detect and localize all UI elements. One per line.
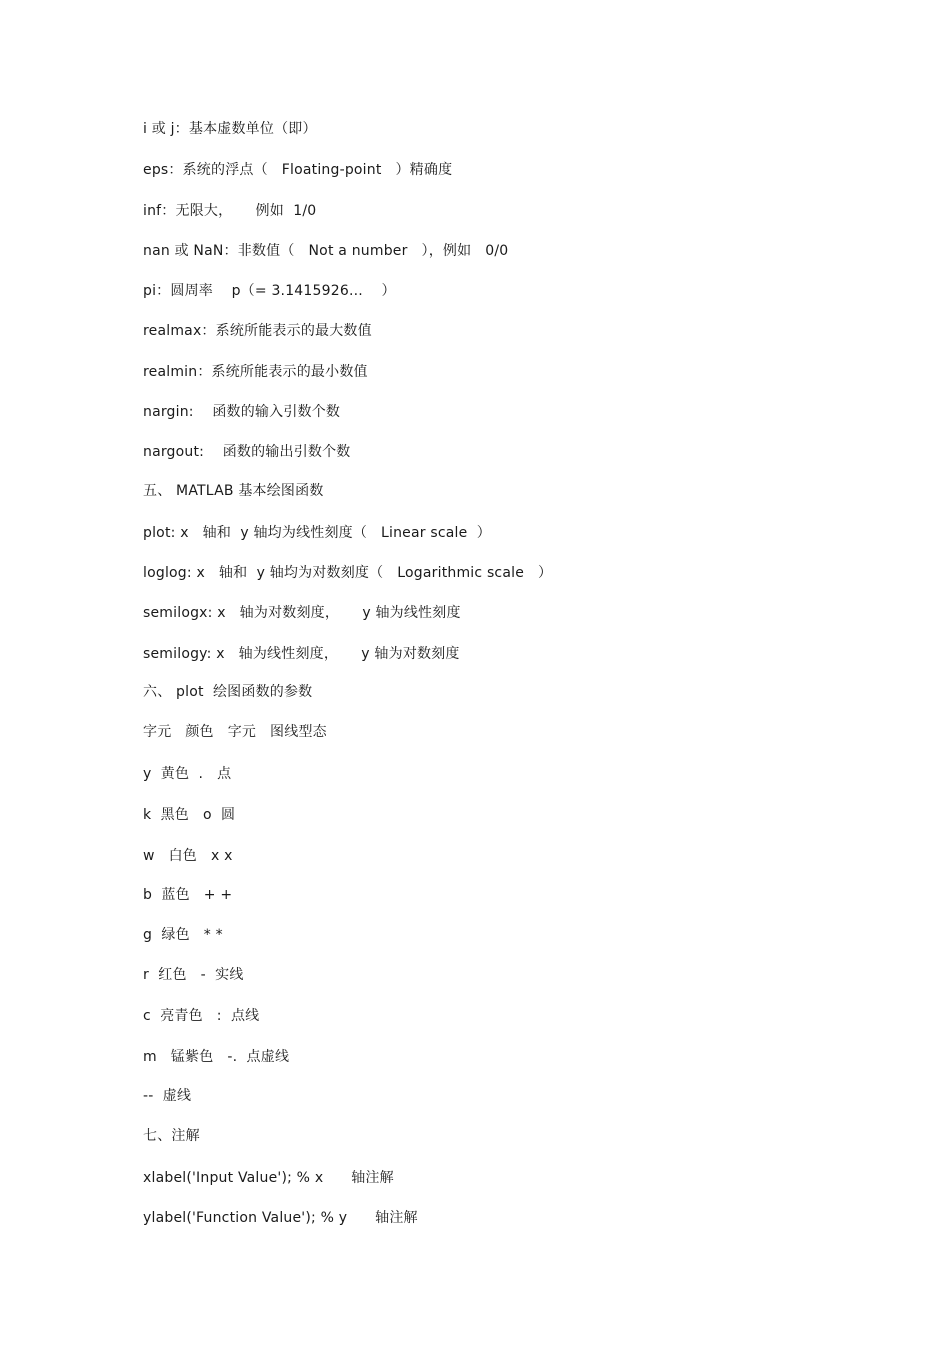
- text-line-nan: nan 或 NaN：非数值（ Not a number ），例如 0/0: [143, 243, 509, 259]
- section-heading-6: 六、 plot 绘图函数的参数: [143, 684, 313, 700]
- text-line-ylabel: ylabel('Function Value'); % y 轴注解: [143, 1210, 418, 1226]
- text-line-black: k 黑色 o 圆: [143, 807, 236, 823]
- text-line-blue: b 蓝色 + +: [143, 887, 233, 903]
- text-line-pi: pi：圆周率 p（= 3.1415926... ）: [143, 283, 396, 299]
- text-line-semilogy: semilogy: x 轴为线性刻度， y 轴为对数刻度: [143, 646, 460, 662]
- text-line-cyan: c 亮青色 : 点线: [143, 1008, 260, 1024]
- text-line-imaginary-unit: i 或 j：基本虚数单位（即）: [143, 121, 317, 137]
- text-line-green: g 绿色 * *: [143, 927, 223, 943]
- text-line-white: w 白色 x x: [143, 848, 233, 864]
- text-line-nargin: nargin: 函数的输入引数个数: [143, 404, 341, 420]
- table-header-line: 字元 颜色 字元 图线型态: [143, 724, 327, 740]
- section-heading-7: 七、注解: [143, 1128, 200, 1144]
- text-line-realmax: realmax：系统所能表示的最大数值: [143, 323, 372, 339]
- text-line-magenta: m 锰紫色 -. 点虚线: [143, 1049, 290, 1065]
- text-line-plot: plot: x 轴和 y 轴均为线性刻度（ Linear scale ）: [143, 525, 491, 541]
- text-line-loglog: loglog: x 轴和 y 轴均为对数刻度（ Logarithmic scale ）: [143, 565, 553, 581]
- text-line-xlabel: xlabel('Input Value'); % x 轴注解: [143, 1170, 394, 1186]
- text-line-dashed: -- 虚线: [143, 1088, 192, 1104]
- text-line-semilogx: semilogx: x 轴为对数刻度， y 轴为线性刻度: [143, 605, 461, 621]
- text-line-realmin: realmin：系统所能表示的最小数值: [143, 364, 368, 380]
- text-line-red: r 红色 - 实线: [143, 967, 244, 983]
- text-line-eps: eps：系统的浮点（ Floating-point ）精确度: [143, 162, 453, 178]
- section-heading-5: 五、 MATLAB 基本绘图函数: [143, 483, 324, 499]
- text-line-nargout: nargout: 函数的输出引数个数: [143, 444, 351, 460]
- text-line-inf: inf：无限大， 例如 1/0: [143, 203, 317, 219]
- text-line-yellow: y 黄色 . 点: [143, 766, 232, 782]
